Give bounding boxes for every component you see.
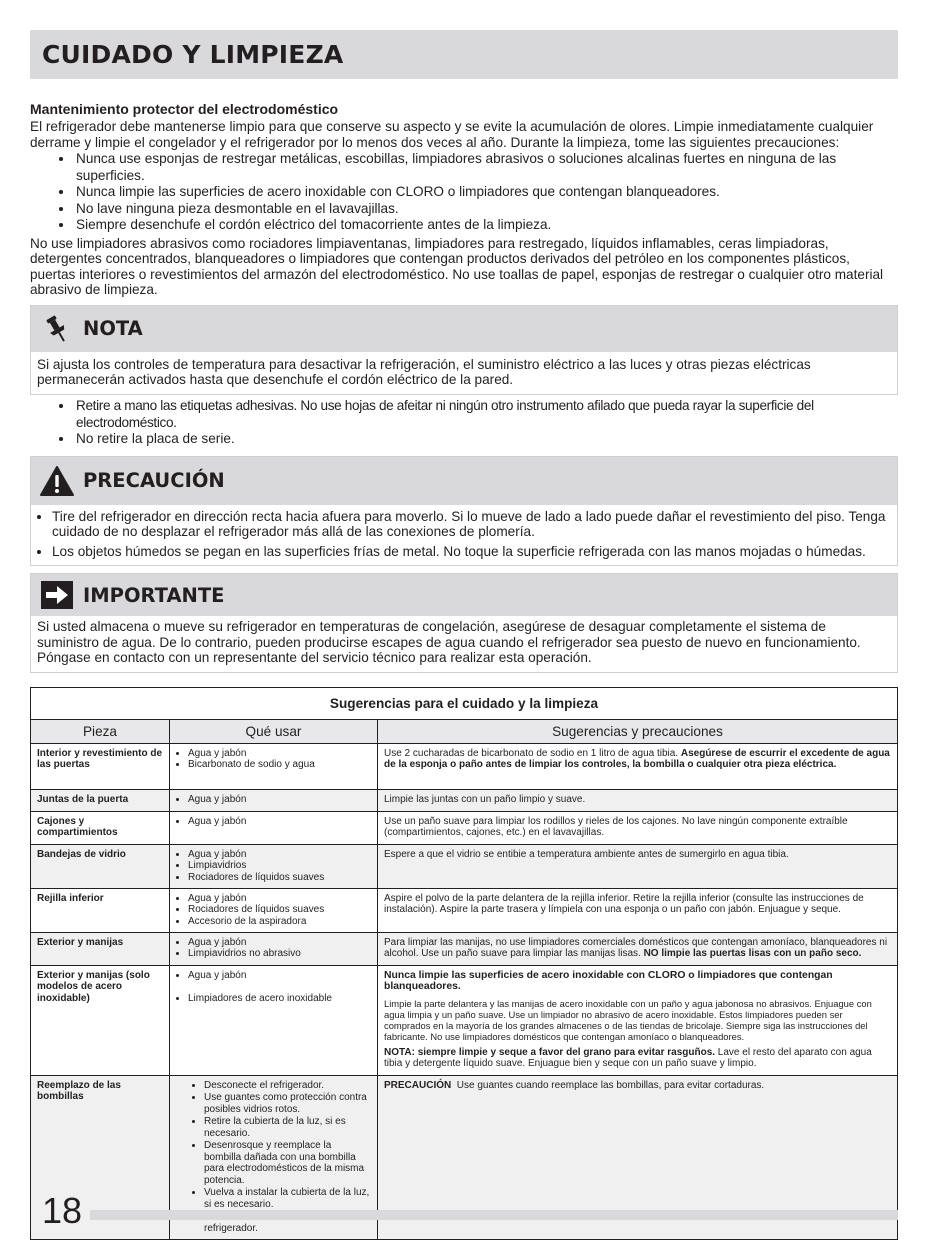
precaucion-body bbox=[31, 505, 897, 566]
cell-pieza: Rejilla inferior bbox=[31, 888, 170, 932]
list-item: • Agua y jabón bbox=[188, 937, 371, 949]
column-header-sugerencias: Sugerencias y precauciones bbox=[378, 719, 898, 743]
cell-pieza: Exterior y manijas bbox=[31, 932, 170, 965]
cell-pieza: Exterior y manijas (solo modelos de acero inoxidable) bbox=[31, 965, 170, 1075]
list-item: • Agua y jabón bbox=[188, 816, 371, 828]
importante-body: Si usted almacena o mueve su refrigerador en temperaturas de congelación, asegúrese de desaguar completamente el sistema de suministro de agua. De lo contrario, pueden producirse escapes de agua cuando el refrigerador sea puesto de nuevo en funcionamiento. Póngase en contacto con un representante del servicio técnico para realizar esta operación. bbox=[37, 619, 861, 666]
note-label: NOTA: siempre limpie y seque a favor del grano para evitar rasguños. bbox=[384, 1046, 716, 1058]
table-row bbox=[31, 811, 898, 844]
column-header-pieza: Pieza bbox=[31, 719, 170, 743]
list-item: • refrigerador. bbox=[204, 1211, 371, 1234]
table-row bbox=[31, 888, 898, 932]
list-item: • Use guantes como protección contra posibles vidrios rotos. bbox=[204, 1092, 371, 1115]
cell-sugerencias bbox=[378, 743, 898, 789]
cell-que-usar bbox=[170, 888, 378, 932]
cell-sugerencias bbox=[378, 965, 898, 1075]
suggestion-warning: Asegúrese de escurrir el excedente de agua de la esponja o paño antes de limpiar los controles, la bombilla o cualquier otra pieza eléctrica. bbox=[384, 747, 890, 771]
nota-list bbox=[30, 398, 898, 448]
page-title: CUIDADO Y LIMPIEZA bbox=[42, 40, 344, 69]
list-item: • Accesorio de la aspiradora bbox=[188, 916, 371, 928]
nota-header bbox=[31, 306, 897, 352]
list-item: • Siempre desenchufe el cordón eléctrico del tomacorriente antes de la limpieza. bbox=[74, 217, 898, 234]
footer-rule bbox=[90, 1210, 898, 1220]
cell-sugerencias: Aspire el polvo de la parte delantera de la rejilla inferior. Retire la rejilla inferior (consulte las instrucciones de instalación). Aspire la parte trasera y límpiela con una esponja o un paño con jabón. Enjuague y seque. bbox=[378, 888, 898, 932]
cell-que-usar bbox=[170, 965, 378, 1075]
nota-label: NOTA bbox=[83, 317, 143, 341]
cell-sugerencias: Use un paño suave para limpiar los rodillos y rieles de los cajones. No lave ningún componente extraíble (compartimientos, cajones, etc.) en el lavavajillas. bbox=[378, 811, 898, 844]
arrow-right-icon bbox=[31, 572, 83, 618]
list-item: • Los objetos húmedos se pegan en las superficies frías de metal. No toque la superficie refrigerada con las manos mojadas o húmedas. bbox=[52, 544, 891, 560]
precaucion-label: PRECAUCIÓN bbox=[83, 469, 225, 493]
list-item bbox=[74, 398, 898, 431]
cell-que-usar bbox=[170, 811, 378, 844]
suggestion-text: Para limpiar las manijas, no use limpiadores comerciales domésticos que contengan amoníaco, blanqueadores ni alcohol. Use un paño suave para limpiar las manijas lisas. bbox=[384, 936, 888, 960]
page bbox=[30, 30, 898, 1240]
cell-que-usar bbox=[170, 932, 378, 965]
list-item: • Agua y jabón bbox=[188, 849, 371, 861]
cell-que-usar bbox=[170, 743, 378, 789]
list-item: • No retire la placa de serie. bbox=[74, 431, 898, 448]
cell-sugerencias bbox=[378, 932, 898, 965]
cell-sugerencias: Espere a que el vidrio se entibie a temperatura ambiente antes de sumergirlo en agua tibia. bbox=[378, 844, 898, 888]
table-row bbox=[31, 844, 898, 888]
list-item: • Vuelva a instalar la cubierta de la luz, si es necesario. bbox=[204, 1187, 371, 1210]
suggestion-text: Use guantes cuando reemplace las bombillas, para evitar cortaduras. bbox=[451, 1079, 765, 1091]
list-item: • Tire del refrigerador en dirección recta hacia afuera para moverlo. Si lo mueve de lado a lado puede dañar el revestimiento del piso. Tenga cuidado de no desplazar el refrigerador más allá de las conexiones de plomería. bbox=[52, 509, 891, 540]
column-header-que-usar: Qué usar bbox=[170, 719, 378, 743]
list-item: • Agua y jabón bbox=[188, 893, 371, 905]
warning-triangle-icon bbox=[31, 458, 83, 504]
section-heading: Mantenimiento protector del electrodoméstico bbox=[30, 101, 339, 117]
cell-que-usar bbox=[170, 844, 378, 888]
nota-callout bbox=[30, 305, 898, 395]
list-item: • No lave ninguna pieza desmontable en el lavavajillas. bbox=[74, 201, 898, 218]
cell-pieza: Cajones y compartimientos bbox=[31, 811, 170, 844]
table-caption: Sugerencias para el cuidado y la limpieza bbox=[31, 687, 898, 719]
list-item: • Nunca use esponjas de restregar metálicas, escobillas, limpiadores abrasivos o soluciones alcalinas fuertes en ninguna de las superficies. bbox=[74, 151, 898, 184]
cell-que-usar bbox=[170, 789, 378, 811]
list-item: • Bicarbonato de sodio y agua bbox=[188, 759, 371, 771]
list-item: • Nunca limpie las superficies de acero inoxidable con CLORO o limpiadores que contengan blanqueadores. bbox=[74, 184, 898, 201]
list-item-text: Retire a mano las etiquetas adhesivas. No use hojas de afeitar ni ningún otro instrumento afilado que pueda rayar la superficie del electrodoméstico. bbox=[76, 397, 814, 430]
list-item: • Agua y jabón bbox=[188, 794, 371, 806]
list-item: • Retire la cubierta de la luz, si es necesario. bbox=[204, 1116, 371, 1139]
importante-header bbox=[31, 574, 897, 616]
list-item: • Agua y jabón bbox=[188, 970, 371, 982]
suggestion-text: Limpie la parte delantera y las manijas de acero inoxidable con un paño y agua jabonosa no abrasivos. Enjuague con agua limpia y un paño suave. Use un limpiador no abrasivo de acero inoxidable. Estos limpiadores pueden ser comprados en la mayoría de los grandes almacenes o de las tiendas de bricolaje. Siempre siga las instrucciones del fabricante. No use limpiadores domésticos que contengan amoníaco o blanqueadores. bbox=[384, 997, 872, 1042]
importante-label: IMPORTANTE bbox=[83, 583, 225, 607]
list-item: • Agua y jabón bbox=[188, 748, 371, 760]
precaucion-callout bbox=[30, 456, 898, 567]
pushpin-icon bbox=[31, 306, 83, 352]
care-table bbox=[30, 687, 898, 1241]
page-footer bbox=[30, 1190, 898, 1230]
suggestion-warning: NO limpie las puertas lisas con un paño seco. bbox=[643, 948, 862, 960]
cell-pieza: Reemplazo de las bombillas bbox=[31, 1075, 170, 1240]
cell-pieza: Interior y revestimiento de las puertas bbox=[31, 743, 170, 789]
abrasives-paragraph: No use limpiadores abrasivos como rociadores limpiaventanas, limpiadores para restregado, líquidos inflamables, ceras limpiadoras, detergentes concentrados, blanqueadores o limpiadores que contengan productos derivados del petróleo en los componentes plásticos, puertas interiores o revestimientos del armazón del electrodoméstico. No use toallas de papel, esponjas de restregar o cualquier otro material abrasivo de limpieza. bbox=[30, 235, 884, 298]
importante-callout bbox=[30, 573, 898, 673]
suggestion-warning: PRECAUCIÓN bbox=[384, 1079, 452, 1091]
list-item: • Limpiavidrios no abrasivo bbox=[188, 948, 371, 960]
precaucion-header bbox=[31, 457, 897, 505]
page-number: 18 bbox=[42, 1190, 83, 1231]
table-row bbox=[31, 932, 898, 965]
list-item: • Rociadores de líquidos suaves bbox=[188, 872, 371, 884]
list-item: • Limpiadores de acero inoxidable bbox=[188, 993, 371, 1005]
suggestion-note bbox=[384, 1047, 891, 1070]
precautions-list bbox=[30, 151, 898, 234]
list-item: • Desenrosque y reemplace la bombilla dañada con una bombilla para electrodomésticos de la misma potencia. bbox=[204, 1140, 371, 1186]
cell-pieza: Juntas de la puerta bbox=[31, 789, 170, 811]
intro-paragraph: El refrigerador debe mantenerse limpio para que conserve su aspecto y se evite la acumulación de olores. Limpie inmediatamente cualquier derrame y limpie el congelador y el refrigerador por lo menos dos veces al año. Durante la limpieza, tome las siguientes precauciones: bbox=[30, 119, 874, 150]
note-text: Lave el resto del aparato con agua tibia y detergente líquido suave. Enjuague bien y seque con un paño suave y limpio. bbox=[384, 1046, 872, 1070]
list-item: • Desconecte el refrigerador. bbox=[204, 1080, 371, 1092]
table-row bbox=[31, 789, 898, 811]
suggestion-warning: Nunca limpie las superficies de acero inoxidable con CLORO o limpiadores que contengan blanqueadores. bbox=[384, 969, 833, 993]
table-row bbox=[31, 965, 898, 1075]
cell-pieza: Bandejas de vidrio bbox=[31, 844, 170, 888]
suggestion-text: Use 2 cucharadas de bicarbonato de sodio en 1 litro de agua tibia. bbox=[384, 747, 681, 759]
list-item: • Rociadores de líquidos suaves bbox=[188, 904, 371, 916]
table-row bbox=[31, 743, 898, 789]
cell-sugerencias: Limpie las juntas con un paño limpio y suave. bbox=[378, 789, 898, 811]
title-bar bbox=[30, 30, 898, 79]
nota-body: Si ajusta los controles de temperatura para desactivar la refrigeración, el suministro eléctrico a las luces y otras piezas eléctricas permanecerán activados hasta que desenchufe el cordón eléctrico de la pared. bbox=[37, 356, 811, 388]
list-item: • Limpiavidrios bbox=[188, 860, 371, 872]
